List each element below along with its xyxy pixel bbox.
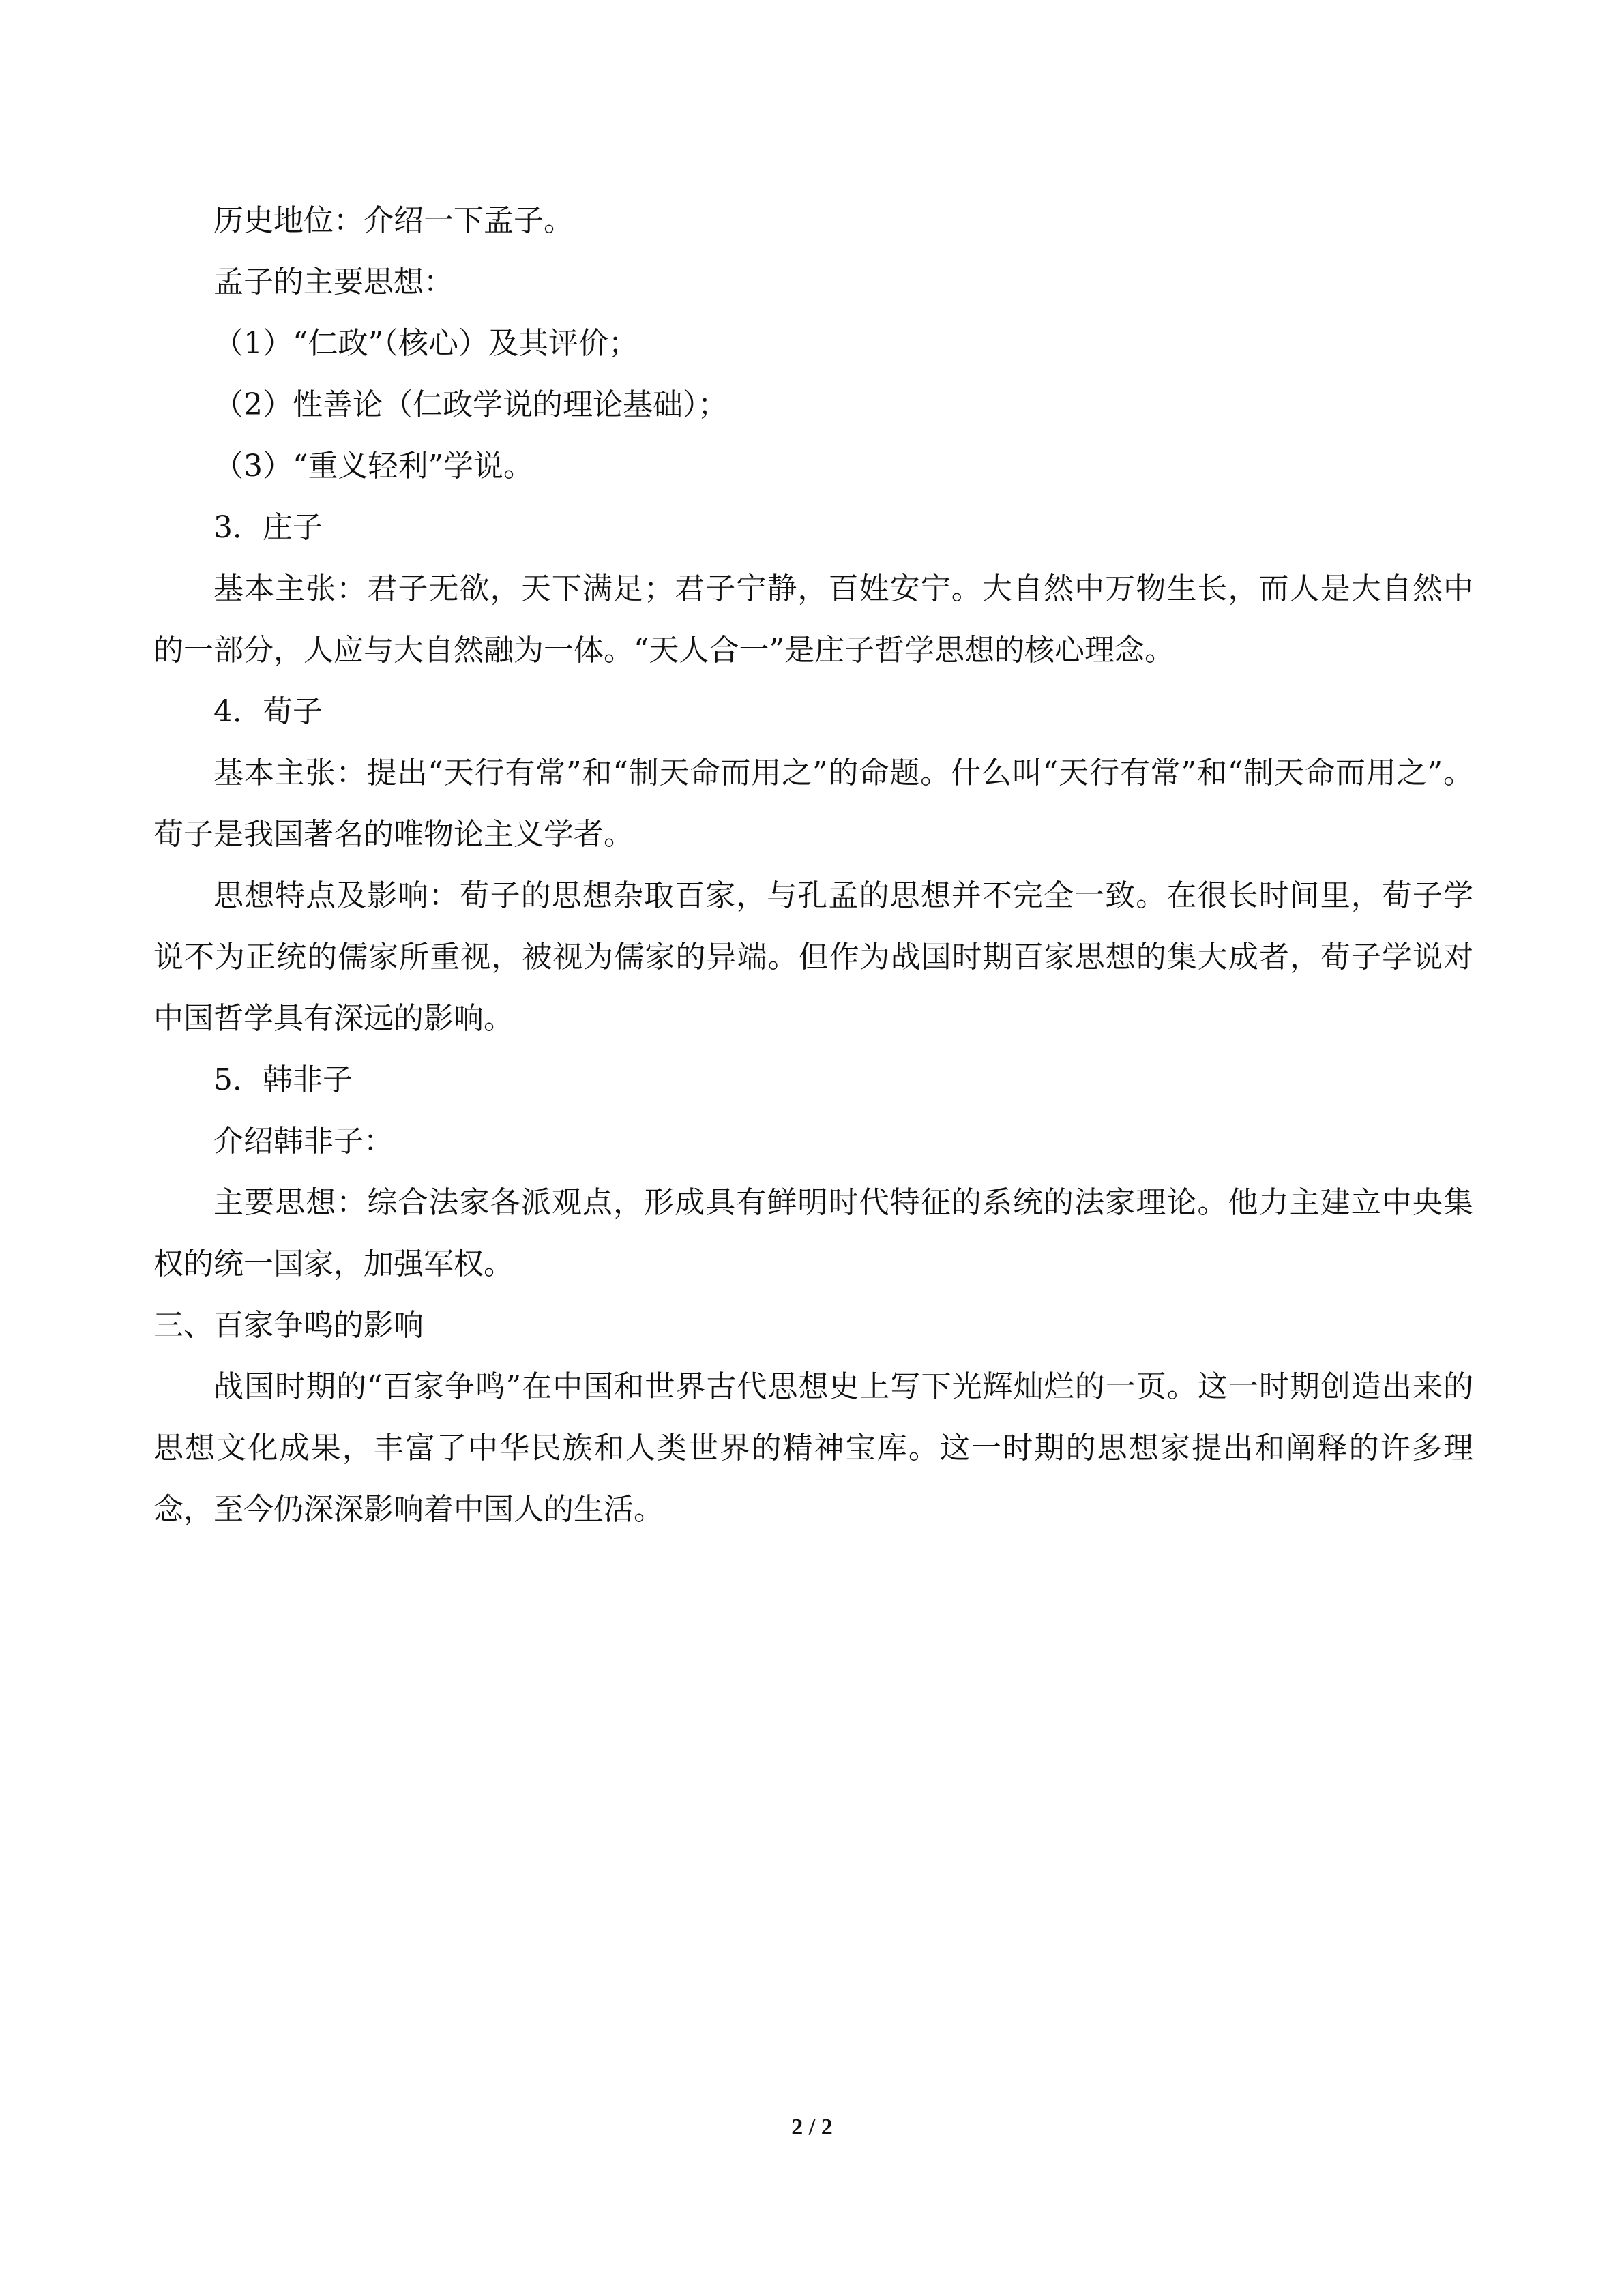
hundred-schools-influence-paragraph: 战国时期的“百家争鸣”在中国和世界古代思想史上写下光辉灿烂的一页。这一时期创造出来的思想文化成果，丰富了中华民族和人类世界的精神宝库。这一时期的思想家提出和阐释的许多理念，至今仍深深影响着中国人的生活。 — [153, 1369, 1473, 1527]
document-body — [153, 205, 1473, 1555]
section-heading-zhuangzi: 3．庄子 — [213, 511, 323, 544]
mencius-main-thoughts-heading: 孟子的主要思想： — [213, 266, 454, 299]
zhuangzi-basic-views-paragraph: 基本主张：君子无欲，天下满足；君子宁静，百姓安宁。大自然中万物生长，而人是大自然中的一部分，人应与大自然融为一体。“天人合一”是庄子哲学思想的核心理念。 — [153, 571, 1473, 668]
list-item-human-nature-good: （2）性善论（仁政学说的理论基础）； — [213, 389, 728, 421]
hanfeizi-main-thoughts-paragraph: 主要思想：综合法家各派观点，形成具有鲜明时代特征的系统的法家理论。他力主建立中央集权的统一国家，加强军权。 — [153, 1185, 1473, 1281]
hanfeizi-intro-line: 介绍韩非子： — [213, 1125, 394, 1158]
xunzi-influence-paragraph: 思想特点及影响：荀子的思想杂取百家，与孔孟的思想并不完全一致。在很长时间里，荀子学说不为正统的儒家所重视，被视为儒家的异端。但作为战国时期百家思想的集大成者，荀子学说对中国哲学具有深远的影响。 — [153, 878, 1473, 1036]
historical-status-line: 历史地位：介绍一下孟子。 — [213, 205, 574, 237]
list-item-righteousness-over-profit: （3）“重义轻利”学说。 — [213, 450, 533, 483]
section-heading-hanfeizi: 5．韩非子 — [213, 1064, 353, 1097]
section-heading-xunzi: 4．荀子 — [213, 696, 323, 728]
xunzi-basic-views-paragraph: 基本主张：提出“天行有常”和“制天命而用之”的命题。什么叫“天行有常”和“制天命而用之”。荀子是我国著名的唯物论主义学者。 — [153, 756, 1473, 852]
list-item-benevolent-government: （1）“仁政”（核心）及其评价； — [213, 327, 638, 360]
section-heading-hundred-schools-influence: 三、百家争鸣的影响 — [153, 1309, 424, 1342]
page-number: 2 / 2 — [791, 2115, 833, 2140]
